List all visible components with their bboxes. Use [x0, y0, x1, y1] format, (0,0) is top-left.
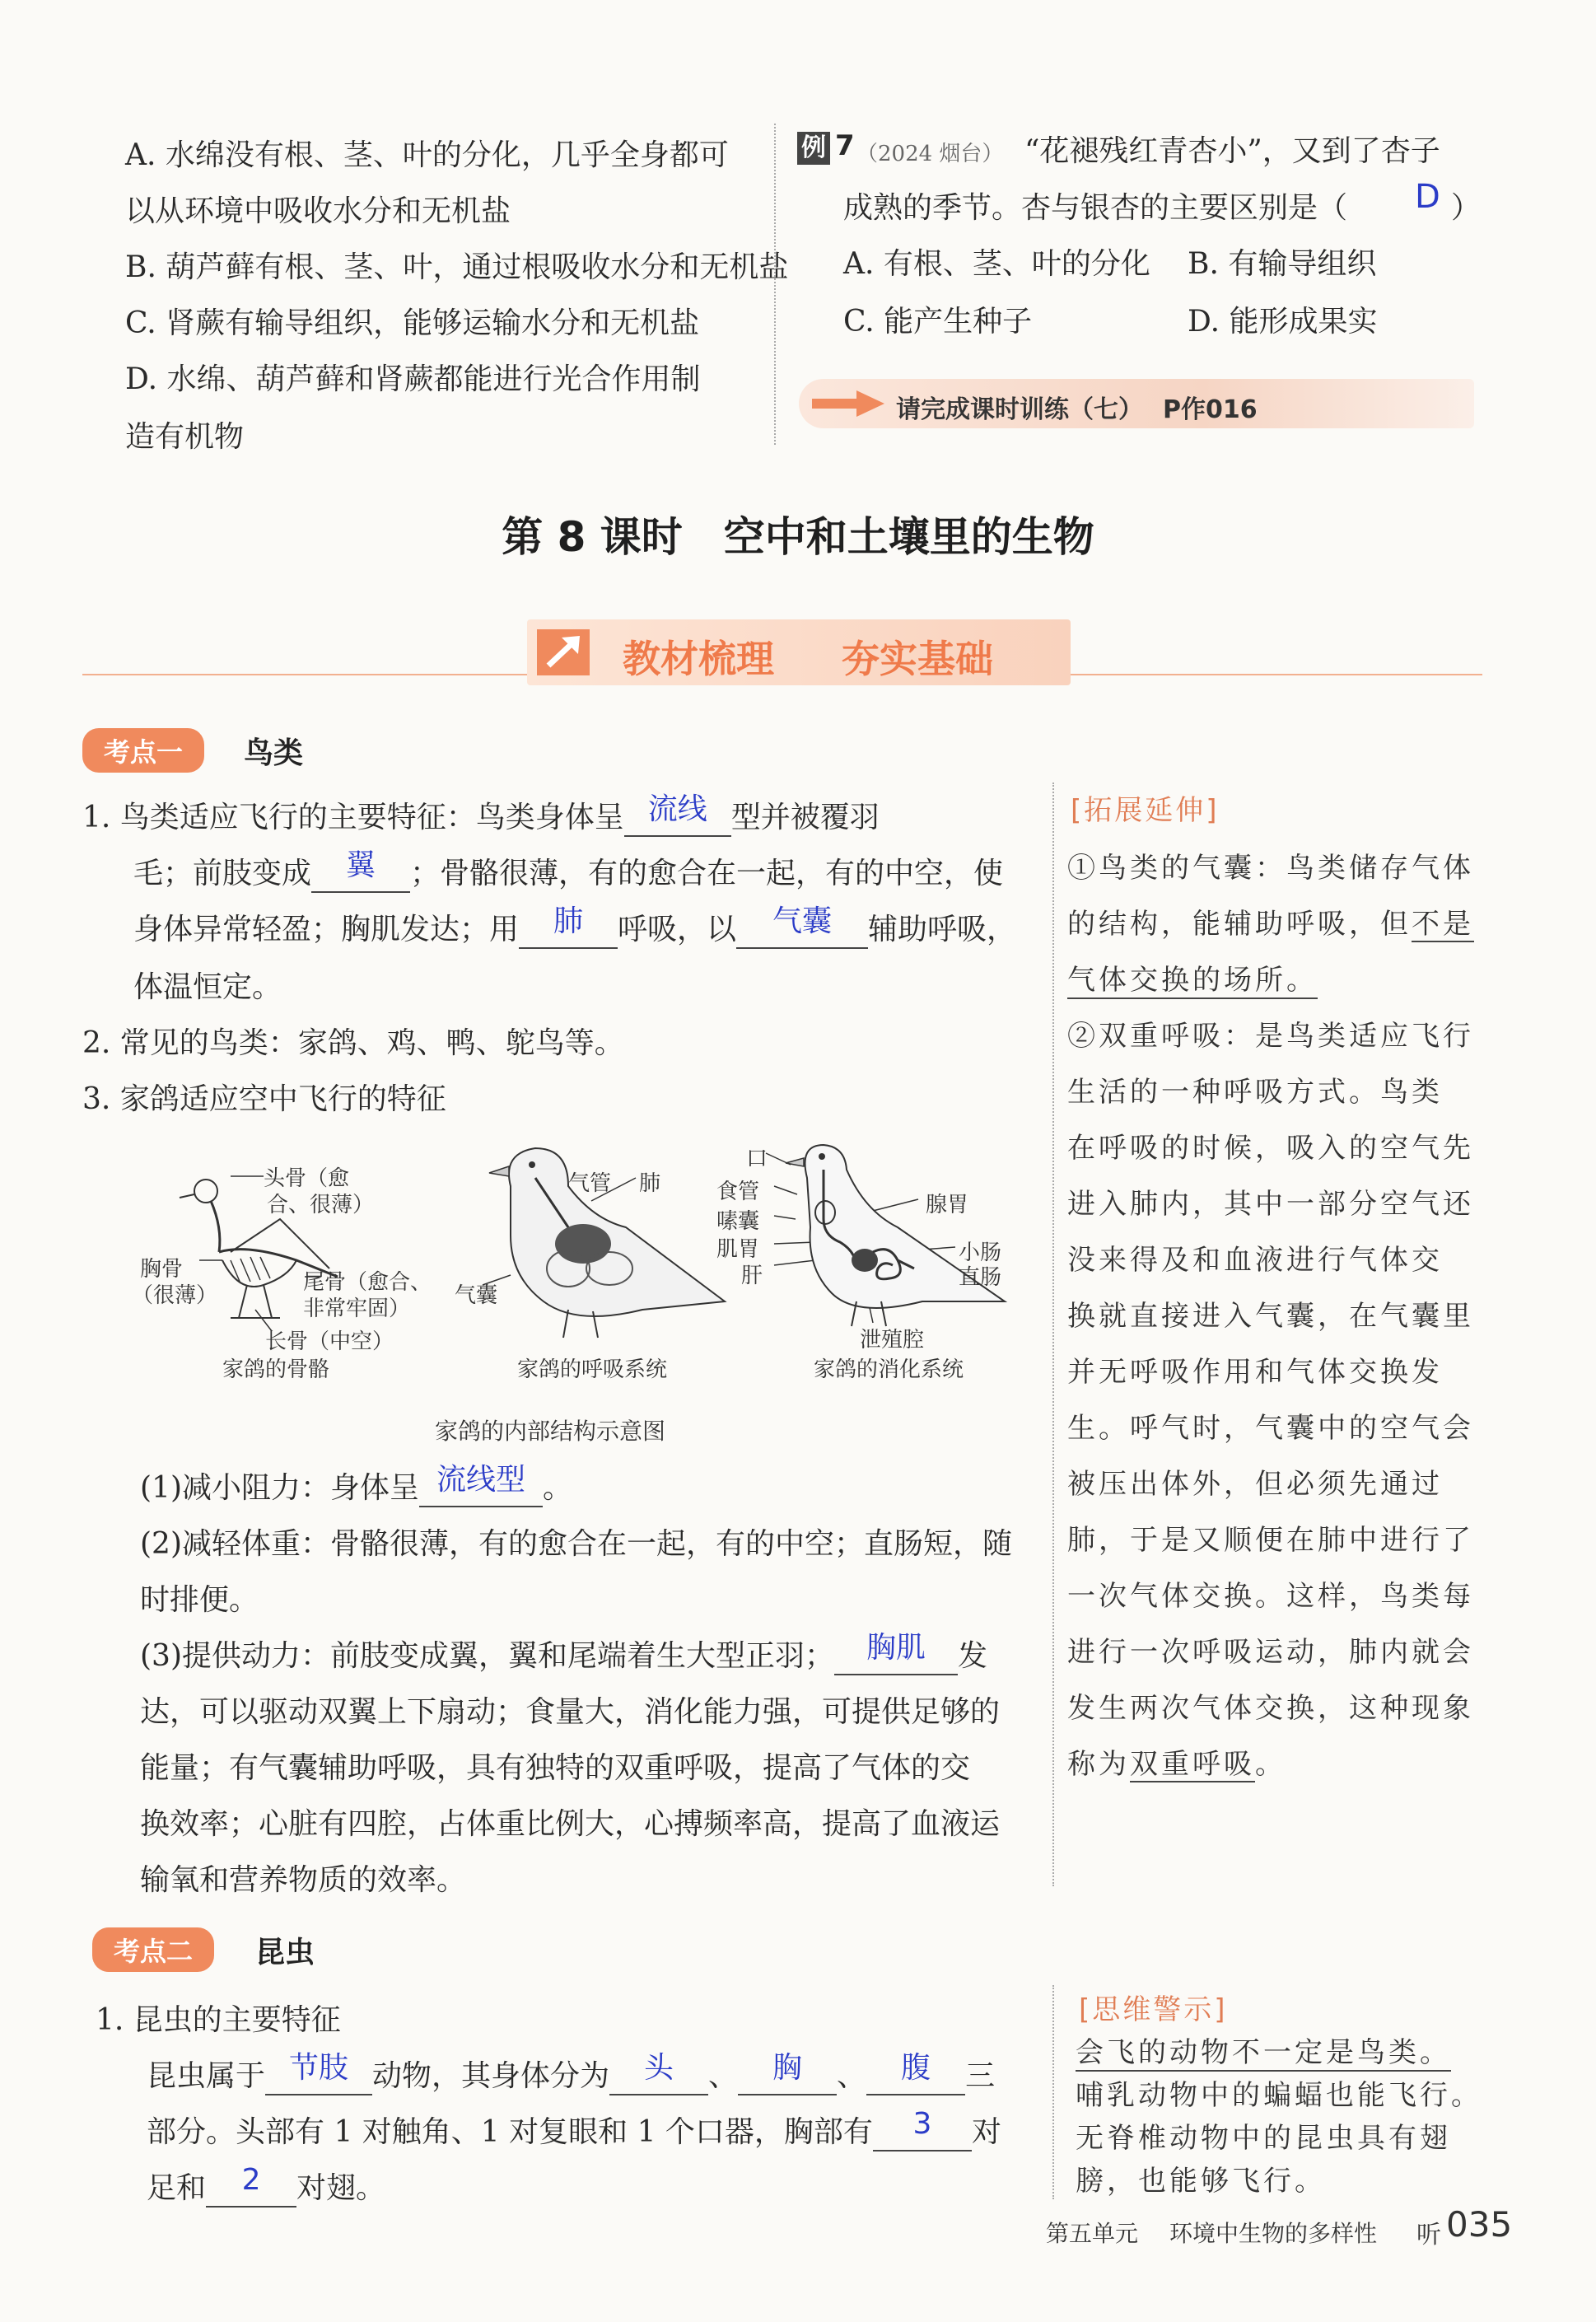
section-title-2: 昆虫 [255, 1936, 315, 1969]
insect-heading: 1. 昆虫的主要特征 [96, 2003, 341, 2037]
side1-line-12: 被压出体外，但必须先通过 [1067, 1468, 1443, 1501]
point1-end: 。 [543, 1471, 573, 1505]
insect-sep-2: 、 [837, 2059, 867, 2093]
bird-feature-text-6: 呼吸，以 [618, 913, 737, 946]
label-airsac: 气囊 [455, 1283, 498, 1308]
banner-left-text: 教材梳理 [623, 637, 774, 681]
caption-digestive: 家鸽的消化系统 [814, 1357, 964, 1382]
bird-feature-text-4: ；骨骼很薄，有的愈合在一起，有的中空，使 [410, 857, 1004, 890]
option-a-line1: A. 水绵没有根、茎、叶的分化，几乎全身都可 [125, 138, 729, 172]
side1-line-10: 并无呼吸作用和气体交换发 [1067, 1356, 1443, 1389]
option-d-line1: D. 水绵、葫芦藓和肾蕨都能进行光合作用制 [125, 362, 701, 396]
example-close-paren: ） [1451, 191, 1482, 225]
side2-line-2: 哺乳动物中的蝙蝠也能飞行。 [1076, 2079, 1482, 2112]
example-number: 7 [835, 129, 855, 162]
label-skull: 头骨（愈 [264, 1166, 350, 1191]
blank-phylum: 节肢 [265, 2058, 372, 2095]
label-cloaca: 泄殖腔 [860, 1328, 925, 1353]
option-a-line2: 以从环境中吸收水分和无机盐 [125, 194, 511, 228]
point3-line2: 达，可以驱动双翼上下扇动；食量大，消化能力强，可提供足够的 [140, 1695, 1001, 1729]
blank-muscle: 胸肌 [834, 1638, 958, 1675]
blank-airsac: 气囊 [736, 912, 868, 949]
label-glandular-stomach: 腺胃 [926, 1193, 969, 1217]
common-birds: 2. 常见的鸟类：家鸽、鸡、鸭、鸵鸟等。 [82, 1026, 624, 1060]
footer-listen-icon: 听 [1416, 2221, 1441, 2250]
side1-line-17: 称为 [1067, 1748, 1130, 1781]
label-skull-2: 合、很薄） [267, 1193, 375, 1217]
blank-streamline: 流线 [624, 800, 731, 837]
side1-line-11: 生。呼气时，气囊中的空气会 [1067, 1412, 1474, 1445]
point2-line2: 时排便。 [140, 1583, 259, 1617]
label-esophagus: 食管 [716, 1180, 760, 1204]
point3-line5: 输氧和营养物质的效率。 [140, 1863, 467, 1897]
side-heading-extension: [拓展延伸] [1071, 794, 1220, 827]
blank-head: 头 [609, 2058, 708, 2095]
label-liver: 肝 [741, 1264, 763, 1288]
option-b: B. 葫芦藓有根、茎、叶，通过根吸收水分和无机盐 [125, 250, 789, 284]
example-option-d: D. 能形成果实 [1188, 305, 1378, 339]
insect-text-3: 三 [965, 2059, 996, 2093]
example-question-line1: “花褪残红青杏小”，又到了杏子 [1024, 134, 1440, 168]
side1-not-is: 不是 [1412, 908, 1474, 941]
point3-text: (3)提供动力：前肢变成翼，翼和尾端着生大型正羽； [140, 1639, 834, 1673]
insect-text-5: 对 [971, 2115, 1001, 2149]
column-divider [774, 124, 776, 445]
insect-text-4: 部分。头部有 1 对触角、1 对复眼和 1 个口器，胸部有 [147, 2115, 873, 2149]
side1-line-16: 发生两次气体交换，这种现象 [1067, 1692, 1474, 1725]
side1-line-8: 没来得及和血液进行气体交 [1067, 1244, 1443, 1277]
side2-line-3: 无脊椎动物中的昆虫具有翅 [1076, 2122, 1451, 2155]
pigeon-heading: 3. 家鸽适应空中飞行的特征 [82, 1082, 446, 1116]
side1-line-1: ①鸟类的气囊：鸟类储存气体 [1067, 852, 1474, 885]
label-rectum: 直肠 [959, 1265, 1002, 1290]
side1-line-3: 气体交换的场所。 [1067, 957, 1318, 999]
bird-feature-text-7: 辅助呼吸， [868, 913, 1017, 946]
side-heading-warning: [思维警示] [1079, 1993, 1228, 2026]
example-option-a: A. 有根、茎、叶的分化 [843, 247, 1150, 281]
section-title-1: 鸟类 [244, 736, 304, 770]
side1-line-4: ②双重呼吸：是鸟类适应飞行 [1067, 1020, 1474, 1053]
training-text: 请完成课时训练（七） [896, 395, 1143, 424]
footer-unit: 第五单元 [1046, 2220, 1139, 2247]
insect-text-2: 动物，其身体分为 [372, 2059, 610, 2093]
side2-line-4: 膀，也能够飞行。 [1076, 2165, 1326, 2198]
example-option-b: B. 有输导组织 [1188, 247, 1377, 281]
insect-text-6: 足和 [147, 2171, 207, 2205]
side-divider-1 [1052, 783, 1054, 1886]
label-tail-2: 非常牢固） [303, 1296, 411, 1321]
caption-skeleton: 家鸽的骨骼 [222, 1357, 330, 1382]
side1-line-13: 肺，于是又顺便在肺中进行了 [1067, 1524, 1474, 1557]
blank-lung: 肺 [519, 912, 618, 949]
label-sternum-2: （很薄） [132, 1283, 218, 1308]
section-tag-1: 考点一 [82, 728, 204, 773]
bird-feature-text-8: 体温恒定。 [133, 970, 282, 1004]
side1-line-6: 在呼吸的时候，吸入的空气先 [1067, 1132, 1474, 1165]
section-tag-2: 考点二 [92, 1927, 214, 1972]
side1-line-15: 进行一次呼吸运动，肺内就会 [1067, 1636, 1474, 1669]
example-question-line2: 成熟的季节。杏与银杏的主要区别是（ [843, 191, 1348, 225]
example-badge: 例 [797, 132, 830, 165]
bird-feature-text-2: 型并被覆羽 [730, 801, 880, 834]
side1-line-5: 生活的一种呼吸方式。鸟类 [1067, 1076, 1443, 1109]
lesson-title: 第 8 课时 空中和土壤里的生物 [502, 513, 1094, 561]
label-long-bone: 长骨（中空） [265, 1329, 394, 1354]
point3-line3: 能量；有气囊辅助呼吸，具有独特的双重呼吸，提高了气体的交 [140, 1751, 971, 1785]
blank-wing: 翼 [311, 856, 410, 893]
label-tail: 尾骨（愈合、 [303, 1270, 432, 1295]
blank-thorax: 胸 [738, 2058, 837, 2095]
label-mouth: 口 [746, 1147, 768, 1171]
side1-line-7: 进入肺内，其中一部分空气还 [1067, 1188, 1474, 1221]
blank-abdomen: 腹 [866, 2058, 965, 2095]
page-number: 035 [1446, 2204, 1513, 2245]
point3-text-2: 发 [958, 1639, 988, 1673]
side1-line-9: 换就直接进入气囊，在气囊里 [1067, 1300, 1474, 1333]
side1-line-14: 一次气体交换。这样，鸟类每 [1067, 1580, 1474, 1613]
example-answer: D [1415, 178, 1440, 216]
bird-feature-text-3: 毛；前肢变成 [133, 857, 312, 890]
example-option-c: C. 能产生种子 [843, 305, 1033, 339]
insect-sep-1: 、 [708, 2059, 739, 2093]
blank-wings: 2 [206, 2170, 296, 2208]
example-source: （2024 烟台） [856, 142, 1004, 166]
banner [527, 619, 1071, 685]
training-strip[interactable] [799, 379, 1474, 428]
side2-line-1: 会飞的动物不一定是鸟类。 [1076, 2030, 1451, 2072]
blank-legs: 3 [873, 2114, 972, 2151]
pigeon-figure [132, 1137, 1029, 1483]
side-divider-2 [1052, 1985, 1054, 2199]
option-c: C. 肾蕨有输导组织，能够运输水分和无机盐 [125, 306, 700, 340]
point1-text: (1)减小阻力：身体呈 [140, 1471, 419, 1505]
banner-arrow-icon [537, 629, 590, 675]
label-sternum: 胸骨 [140, 1257, 184, 1282]
option-d-line2: 造有机物 [125, 420, 245, 454]
point3-line4: 换效率；心脏有四腔，占体重比例大，心搏频率高，提高了血液运 [140, 1807, 1001, 1841]
blank-shape: 流线型 [419, 1470, 543, 1507]
label-gizzard: 肌胃 [716, 1237, 760, 1262]
point2-line1: (2)减轻体重：骨骼很薄，有的愈合在一起，有的中空；直肠短，随 [140, 1527, 1012, 1561]
footer-title: 环境中生物的多样性 [1169, 2220, 1378, 2247]
side1-line-2: 的结构，能辅助呼吸，但 [1067, 908, 1412, 941]
bird-feature-text-1: 1. 鸟类适应飞行的主要特征：鸟类身体呈 [82, 801, 624, 834]
label-small-intestine: 小肠 [959, 1240, 1002, 1265]
side1-dual-breathing: 双重呼吸 [1130, 1748, 1255, 1781]
insect-text-7: 对翅。 [296, 2171, 386, 2205]
label-lung: 肺 [639, 1171, 661, 1196]
caption-respiratory: 家鸽的呼吸系统 [517, 1357, 668, 1382]
banner-right-text: 夯实基础 [842, 637, 993, 681]
arrow-icon [812, 389, 886, 418]
training-page: P作016 [1163, 395, 1258, 424]
insect-text-1: 昆虫属于 [147, 2059, 266, 2093]
bird-feature-text-5: 身体异常轻盈；胸肌发达；用 [133, 913, 520, 946]
label-trachea: 气管 [568, 1171, 612, 1196]
figure-caption: 家鸽的内部结构示意图 [435, 1418, 666, 1445]
label-crop: 嗉囊 [716, 1209, 760, 1234]
side1-end: 。 [1255, 1748, 1286, 1781]
